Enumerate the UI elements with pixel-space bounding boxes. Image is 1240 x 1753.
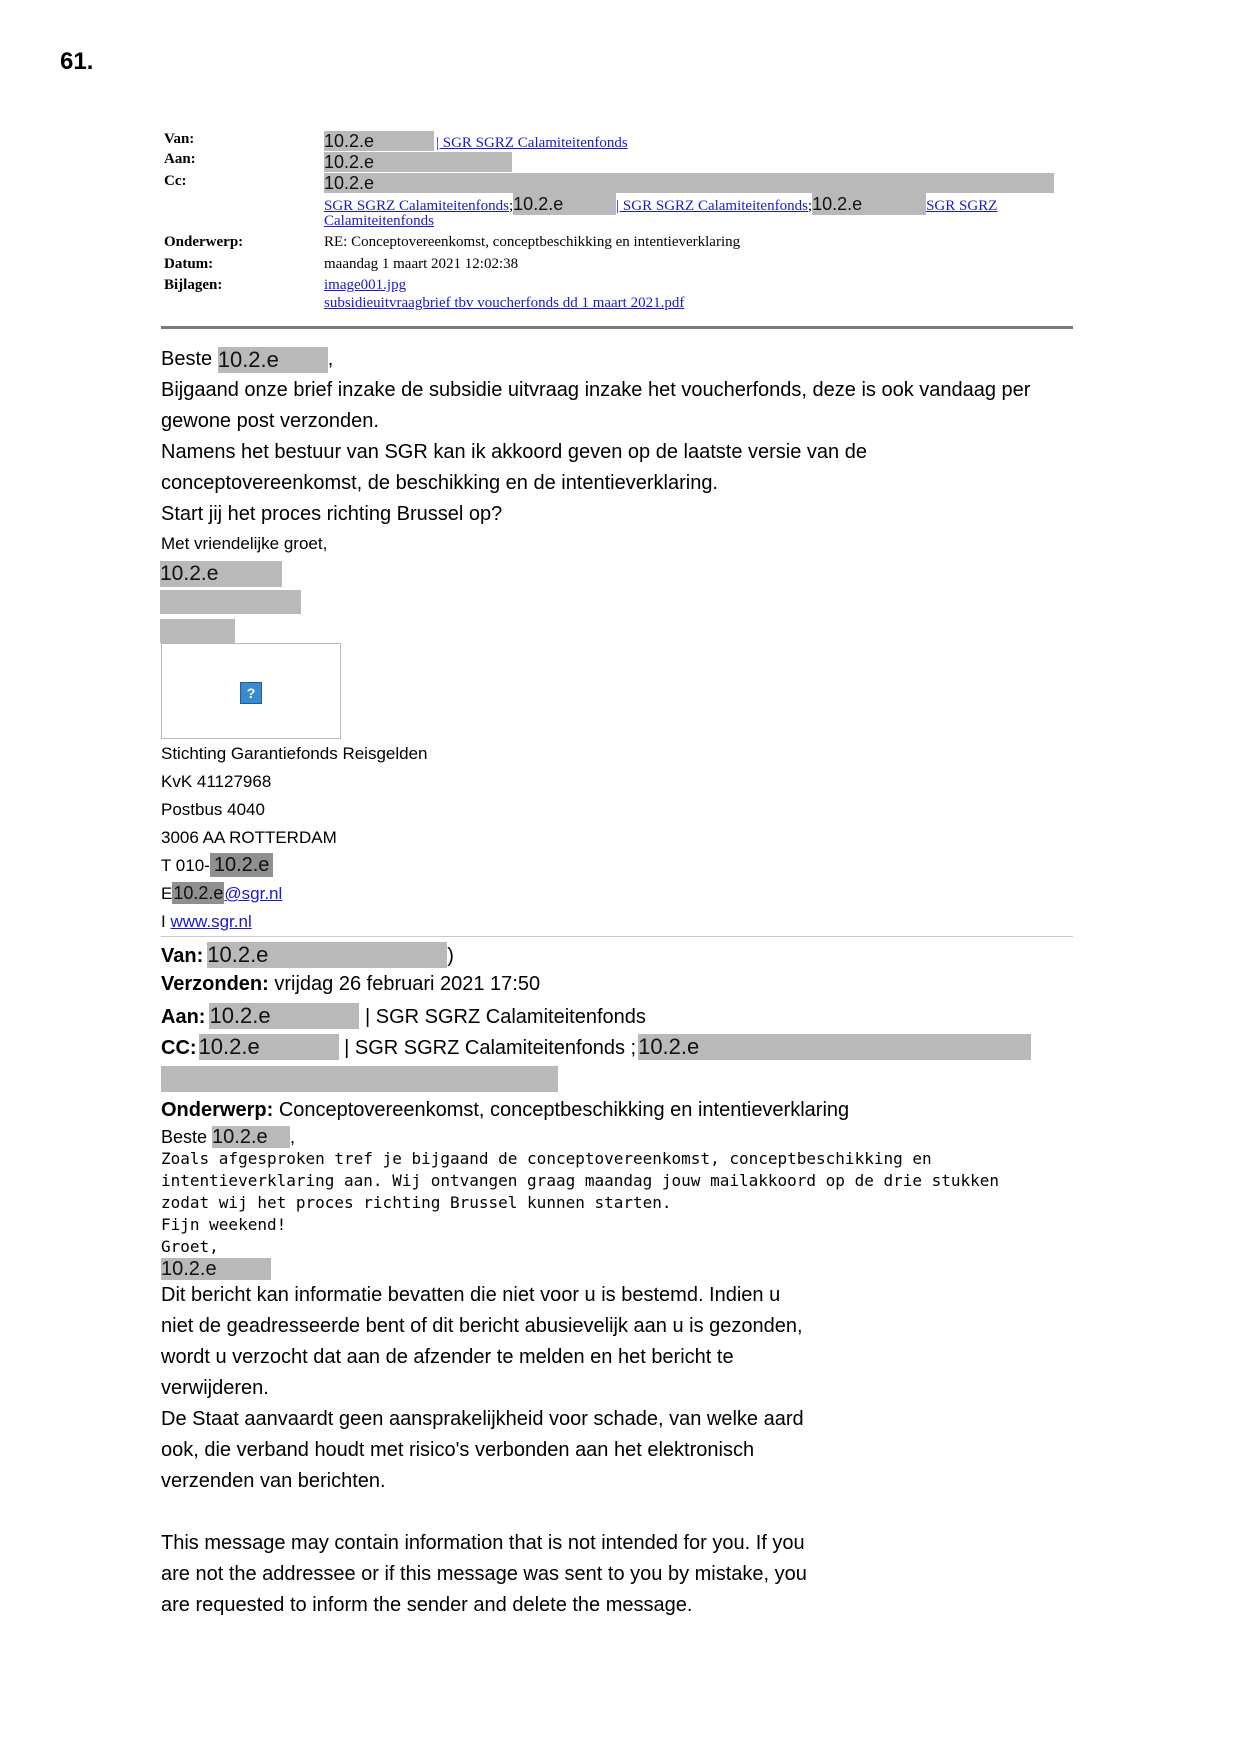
redaction: 10.2.e xyxy=(324,131,434,151)
redaction: 10.2.e xyxy=(207,942,447,968)
cc2-value: | SGR SGRZ Calamiteitenfonds ; xyxy=(344,1037,637,1059)
cc-link-c[interactable]: SGR SGRZ xyxy=(926,198,998,214)
onderwerp2-label: Onderwerp: xyxy=(161,1099,274,1121)
email1-header xyxy=(164,131,1084,316)
body-line: intentieverklaring aan. Wij ontvangen graag maandag jouw mailakkoord op de drie stukken xyxy=(161,1171,1000,1190)
attachment-link-1[interactable]: image001.jpg xyxy=(324,277,407,293)
subject-value: RE: Conceptovereenkomst, conceptbeschikking en intentieverklaring xyxy=(324,234,741,250)
greeting-line: Beste 10.2.e , xyxy=(161,1126,296,1148)
van2-label: Van: xyxy=(161,945,204,967)
body-line: Zoals afgesproken tref je bijgaand de conceptovereenkomst, conceptbeschikking en xyxy=(161,1149,932,1168)
cc-link-b[interactable]: | SGR SGRZ Calamiteitenfonds xyxy=(616,198,808,214)
disclaimer-line: are requested to inform the sender and delete the message. xyxy=(161,1594,693,1616)
redaction: 10.2.e xyxy=(324,152,512,172)
web-link[interactable]: www.sgr.nl xyxy=(170,912,252,931)
header-separator xyxy=(161,326,1073,329)
redaction: 10.2.e xyxy=(638,1034,1031,1060)
greeting-line: Beste 10.2.e , xyxy=(161,346,334,372)
redaction: 10.2.e xyxy=(812,193,926,215)
verzonden-value: vrijdag 26 februari 2021 17:50 xyxy=(274,973,541,995)
email1-body xyxy=(161,344,1081,558)
title-redaction xyxy=(160,590,301,614)
logo-image xyxy=(161,643,341,739)
body-line: Fijn weekend! xyxy=(161,1215,287,1234)
sender-name-redaction: 10.2.e xyxy=(160,561,282,587)
broken-image-icon: ? xyxy=(240,682,262,704)
city: 3006 AA ROTTERDAM xyxy=(161,828,337,847)
onderwerp2-value: Conceptovereenkomst, conceptbeschikking en intentieverklaring xyxy=(278,1099,850,1121)
bijlagen-label: Bijlagen: xyxy=(164,277,223,293)
redaction: 10.2.e xyxy=(513,193,616,215)
cc-value xyxy=(324,173,1054,194)
redaction: 10.2.e xyxy=(324,173,1054,193)
redaction: 10.2.e xyxy=(218,347,328,373)
org-name: Stichting Garantiefonds Reisgelden xyxy=(161,744,428,763)
postbus: Postbus 4040 xyxy=(161,800,265,819)
body-line: Groet, xyxy=(161,1237,219,1256)
aan2-value: | SGR SGRZ Calamiteitenfonds xyxy=(365,1006,646,1028)
onderwerp-label: Onderwerp: xyxy=(164,234,244,250)
redaction: 10.2.e xyxy=(212,1126,290,1148)
verzonden-line xyxy=(161,973,540,996)
cc-link-d[interactable]: Calamiteitenfonds xyxy=(324,213,434,229)
cc2-redaction-line2 xyxy=(161,1066,558,1092)
email-line: E10.2.e@sgr.nl xyxy=(161,883,283,903)
disclaimer-line: ook, die verband houdt met risico's verbonden aan het elektronisch xyxy=(161,1439,755,1461)
thin-separator xyxy=(161,936,1073,937)
redaction: 10.2.e xyxy=(209,1003,359,1029)
van2-line: Van: 10.2.e ) xyxy=(161,942,454,967)
onderwerp2-line xyxy=(161,1099,849,1122)
disclaimer-line: niet de geadresseerde bent of dit bericht abusievelijk aan u is gezonden, xyxy=(161,1315,803,1337)
cc-link-a[interactable]: SGR SGRZ Calamiteitenfonds xyxy=(324,198,509,214)
aan-value xyxy=(324,152,512,173)
van-label: Van: xyxy=(164,131,195,147)
redaction: 10.2.e xyxy=(161,1258,271,1280)
aan2-label: Aan: xyxy=(161,1006,206,1028)
cc-value-line2: SGR SGRZ Calamiteitenfonds;10.2.e | SGR SGRZ Calamiteitenfonds;10.2.e SGR SGRZ xyxy=(324,194,998,214)
cc2-label: CC: xyxy=(161,1037,197,1059)
phone-line: T 010- 10.2.e xyxy=(161,852,428,880)
email2-body xyxy=(161,1126,1081,1281)
closing: Met vriendelijke groet, xyxy=(161,534,328,553)
body-line: zodat wij het proces richting Brussel kunnen starten. xyxy=(161,1193,672,1212)
verzonden-label: Verzonden: xyxy=(161,973,269,995)
disclaimer-line: verwijderen. xyxy=(161,1377,269,1399)
web-line: I www.sgr.nl xyxy=(161,912,252,931)
redaction: 10.2.e xyxy=(173,883,224,903)
body-line: Bijgaand onze brief inzake de subsidie uitvraag inzake het voucherfonds, deze is ook vandaag per xyxy=(161,379,1031,401)
datum-label: Datum: xyxy=(164,256,214,272)
redaction: 10.2.e xyxy=(210,853,274,877)
email-link[interactable]: @sgr.nl xyxy=(224,884,283,903)
sender-redaction-line xyxy=(161,1258,1081,1281)
body-line: Namens het bestuur van SGR kan ik akkoord geven op de laatste versie van de xyxy=(161,441,867,463)
body-line: gewone post verzonden. xyxy=(161,410,379,432)
extra-redaction xyxy=(160,619,235,643)
van-link[interactable]: | SGR SGRZ Calamiteitenfonds xyxy=(436,135,628,151)
disclaimer-line: De Staat aanvaardt geen aansprakelijkheid voor schade, van welke aard xyxy=(161,1408,804,1430)
aan-label: Aan: xyxy=(164,151,196,167)
aan2-line xyxy=(161,1003,646,1029)
disclaimer xyxy=(161,1280,1081,1621)
redaction: 10.2.e xyxy=(199,1034,339,1060)
disclaimer-line: are not the addressee or if this message was sent to you by mistake, you xyxy=(161,1563,807,1585)
body-line: conceptovereenkomst, de beschikking en de intentieverklaring. xyxy=(161,472,718,494)
greeting: Beste xyxy=(161,348,213,370)
disclaimer-line: Dit bericht kan informatie bevatten die niet voor u is bestemd. Indien u xyxy=(161,1284,781,1306)
van-value xyxy=(324,131,628,152)
cc2-line xyxy=(161,1034,1031,1060)
page-number: 61. xyxy=(60,48,94,75)
kvk: KvK 41127968 xyxy=(161,772,272,791)
disclaimer-line: This message may contain information that is not intended for you. If you xyxy=(161,1532,805,1554)
body-line: Start jij het proces richting Brussel op? xyxy=(161,503,503,525)
cc-label: Cc: xyxy=(164,173,187,189)
disclaimer-line: wordt u verzocht dat aan de afzender te melden en het bericht te xyxy=(161,1346,734,1368)
date-value: maandag 1 maart 2021 12:02:38 xyxy=(324,256,519,272)
disclaimer-line: verzenden van berichten. xyxy=(161,1470,386,1492)
attachment-link-2[interactable]: subsidieuitvraagbrief tbv voucherfonds dd 1 maart 2021.pdf xyxy=(324,295,685,311)
signature-block xyxy=(161,740,428,936)
